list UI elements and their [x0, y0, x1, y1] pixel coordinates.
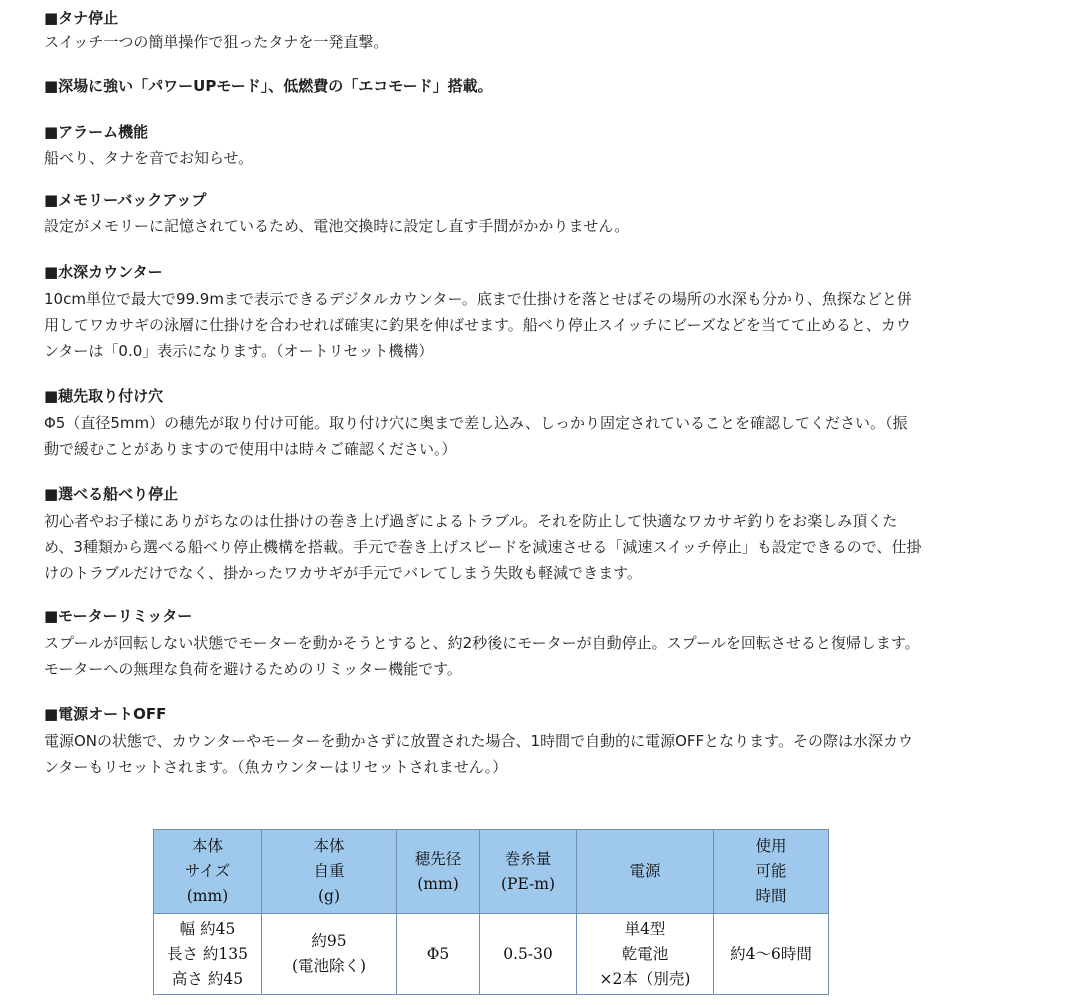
section-text: 電源ONの状態で、カウンターやモーターを動かさずに放置された場合、1時間で自動的に電源OFFとなります。その際は水深カウ [44, 732, 913, 750]
spec-header-row [154, 830, 829, 914]
section-heading: ■深場に強い「パワーUPモード」、低燃費の「エコモード」搭載。 [44, 77, 493, 95]
header-usage-time: 使用 可能 時間 [714, 830, 829, 914]
section-heading: ■タナ停止 [44, 9, 119, 27]
header-line-capacity: 巻糸量 (PE-m) [480, 830, 577, 914]
header-power: 電源 [577, 830, 714, 914]
section-text: ンターもリセットされます。（魚カウンターはリセットされません。） [44, 758, 508, 776]
section-text: め、3種類から選べる船べり停止機構を搭載。手元で巻き上げスピードを減速させる「減速スイッチ停止」も設定できるので、仕掛 [44, 538, 922, 556]
section-motor-limiter [44, 606, 1044, 682]
section-tana-stop [44, 8, 1044, 52]
section-text: Φ5（直径5mm）の穂先が取り付け可能。取り付け穴に奥まで差し込み、しっかり固定されていることを確認してください。（振 [44, 414, 908, 432]
section-heading: ■選べる船べり停止 [44, 485, 179, 503]
section-heading: ■電源オートOFF [44, 705, 167, 723]
section-tip-hole [44, 386, 1044, 462]
header-body-size: 本体 サイズ (mm) [154, 830, 262, 914]
value-body-weight: 約95 (電池除く) [262, 914, 397, 995]
section-depth-counter [44, 262, 1044, 364]
section-power-mode [44, 76, 1044, 96]
section-text: 初心者やお子様にありがちなのは仕掛けの巻き上げ過ぎによるトラブル。それを防止して快適なワカサギ釣りをお楽しみ頂くた [44, 512, 898, 530]
section-text: 用してワカサギの泳層に仕掛けを合わせれば確実に釣果を伸ばせます。船べり停止スイッチにビーズなどを当てて止めると、カウ [44, 316, 911, 334]
value-usage-time: 約4〜6時間 [714, 914, 829, 995]
section-text: けのトラブルだけでなく、掛かったワカサギが手元でバレてしまう失敗も軽減できます。 [44, 564, 642, 582]
section-selectable-stop [44, 484, 1044, 586]
header-tip-diameter: 穂先径 (mm) [397, 830, 480, 914]
section-heading: ■穂先取り付け穴 [44, 387, 164, 405]
value-line-capacity: 0.5-30 [480, 914, 577, 995]
section-text: 10cm単位で最大で99.9mまで表示できるデジタルカウンター。底まで仕掛けを落とせばその場所の水深も分かり、魚探などと併 [44, 290, 912, 308]
section-heading: ■メモリーバックアップ [44, 191, 207, 209]
spec-table [153, 829, 829, 995]
value-body-size: 幅 約45 長さ 約135 高さ 約45 [154, 914, 262, 995]
section-text: 動で緩むことがありますので使用中は時々ご確認ください。） [44, 440, 457, 458]
header-body-weight: 本体 自重 (g) [262, 830, 397, 914]
section-text: ンターは「0.0」表示になります。（オートリセット機構） [44, 342, 434, 360]
section-text: スプールが回転しない状態でモーターを動かそうとすると、約2秒後にモーターが自動停止。スプールを回転させると復帰します。 [44, 634, 920, 652]
section-heading: ■アラーム機能 [44, 123, 149, 141]
section-auto-off [44, 704, 1044, 780]
value-power: 単4型 乾電池 ×2本（別売) [577, 914, 714, 995]
section-text: 設定がメモリーに記憶されているため、電池交換時に設定し直す手間がかかりません。 [44, 217, 630, 235]
section-heading: ■水深カウンター [44, 263, 163, 281]
section-text: スイッチ一つの簡単操作で狙ったタナを一発直撃。 [44, 33, 389, 51]
section-memory-backup [44, 190, 1044, 236]
section-text: 船べり、タナを音でお知らせ。 [44, 149, 254, 167]
section-heading: ■モーターリミッター [44, 607, 193, 625]
section-text: モーターへの無理な負荷を避けるためのリミッター機能です。 [44, 660, 462, 678]
section-alarm [44, 122, 1044, 168]
spec-value-row [154, 914, 829, 995]
value-tip-diameter: Φ5 [397, 914, 480, 995]
